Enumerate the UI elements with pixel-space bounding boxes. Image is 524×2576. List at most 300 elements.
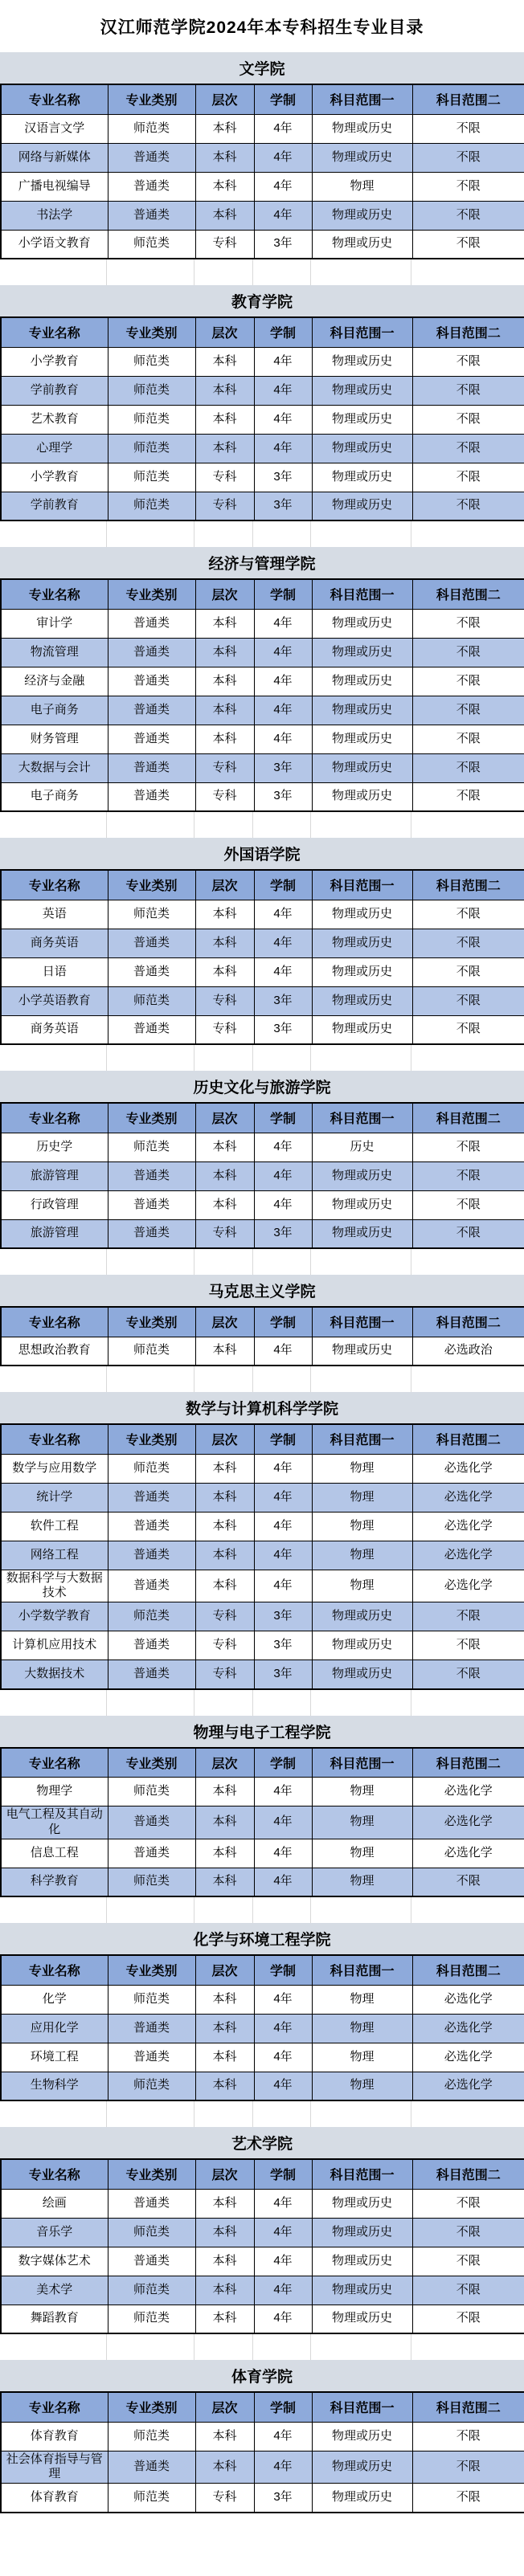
college-band: [0, 1923, 524, 1954]
major-cell: 本科: [195, 114, 254, 143]
major-cell: 4年: [254, 1839, 312, 1868]
major-cell: 4年: [254, 1133, 312, 1161]
major-cell: 专科: [195, 1660, 254, 1689]
column-header: 科目范围一: [312, 84, 412, 114]
major-cell: 4年: [254, 1337, 312, 1366]
spacer-cell: [107, 521, 194, 547]
major-cell: 4年: [254, 2072, 312, 2100]
major-cell: 专科: [195, 2484, 254, 2513]
major-cell: 小学语文教育: [1, 230, 108, 259]
major-cell: 3年: [254, 782, 312, 811]
major-cell: 4年: [254, 2451, 312, 2484]
college-name: 物理与电子工程学院: [193, 1724, 331, 1741]
table-body: [1, 900, 524, 1044]
major-cell: 4年: [254, 725, 312, 753]
major-cell: 必选化学: [412, 2072, 524, 2100]
major-cell: 不限: [412, 753, 524, 782]
spacer-cell: [0, 2101, 107, 2127]
major-cell: 音乐学: [1, 2218, 108, 2247]
major-cell: 普通类: [108, 1541, 195, 1570]
major-cell: 本科: [195, 2189, 254, 2218]
spacer-cell: [253, 259, 311, 285]
column-header: 学制: [254, 579, 312, 609]
major-cell: 本科: [195, 957, 254, 986]
major-row: [1, 2451, 524, 2484]
major-cell: 经济与金融: [1, 667, 108, 696]
major-cell: 普通类: [108, 696, 195, 725]
major-cell: 物理或历史: [312, 957, 412, 986]
major-cell: 不限: [412, 230, 524, 259]
major-cell: 不限: [412, 1868, 524, 1896]
column-header: 专业类别: [108, 84, 195, 114]
spacer-cell: [194, 521, 253, 547]
major-cell: 4年: [254, 405, 312, 434]
major-cell: 本科: [195, 2276, 254, 2305]
major-cell: 物理或历史: [312, 201, 412, 230]
major-cell: 不限: [412, 667, 524, 696]
major-cell: 4年: [254, 1161, 312, 1190]
major-cell: 物理或历史: [312, 376, 412, 405]
major-cell: 3年: [254, 1660, 312, 1689]
major-row: [1, 1483, 524, 1512]
major-cell: 3年: [254, 2484, 312, 2513]
major-cell: 普通类: [108, 725, 195, 753]
major-cell: 物理或历史: [312, 2484, 412, 2513]
column-header: 科目范围一: [312, 870, 412, 900]
college-band: [0, 2360, 524, 2391]
major-cell: 不限: [412, 1015, 524, 1044]
major-cell: 4年: [254, 347, 312, 376]
major-cell: 电子商务: [1, 696, 108, 725]
column-header: 专业类别: [108, 870, 195, 900]
major-cell: 旅游管理: [1, 1161, 108, 1190]
major-cell: 不限: [412, 638, 524, 667]
major-cell: 师范类: [108, 2276, 195, 2305]
column-header: 学制: [254, 2392, 312, 2422]
major-row: [1, 782, 524, 811]
major-cell: 舞蹈教育: [1, 2305, 108, 2333]
major-row: [1, 2189, 524, 2218]
column-header: 科目范围一: [312, 579, 412, 609]
major-cell: 4年: [254, 1778, 312, 1806]
major-cell: 4年: [254, 957, 312, 986]
header-row: [1, 2159, 524, 2189]
major-cell: 物理或历史: [312, 1602, 412, 1631]
major-row: [1, 1512, 524, 1541]
major-cell: 普通类: [108, 753, 195, 782]
column-header: 科目范围一: [312, 1748, 412, 1778]
major-cell: 3年: [254, 986, 312, 1015]
major-cell: 4年: [254, 1570, 312, 1602]
major-row: [1, 2247, 524, 2276]
major-cell: 必选化学: [412, 1778, 524, 1806]
column-header: 科目范围二: [412, 2159, 524, 2189]
spacer-cell: [311, 521, 411, 547]
major-cell: 本科: [195, 434, 254, 463]
section-spacer: [0, 2334, 524, 2360]
major-cell: 物理: [312, 2072, 412, 2100]
college-section: [0, 285, 524, 547]
college-name: 经济与管理学院: [208, 556, 316, 573]
major-cell: 不限: [412, 201, 524, 230]
major-cell: 不限: [412, 463, 524, 492]
column-header: 层次: [195, 870, 254, 900]
major-row: [1, 201, 524, 230]
spacer-cell: [194, 1366, 253, 1392]
major-cell: 普通类: [108, 609, 195, 638]
major-cell: 普通类: [108, 782, 195, 811]
spacer-cell: [311, 2101, 411, 2127]
column-header: 学制: [254, 84, 312, 114]
major-cell: 普通类: [108, 1483, 195, 1512]
major-row: [1, 1219, 524, 1248]
column-header: 专业类别: [108, 317, 195, 347]
major-cell: 物理: [312, 1570, 412, 1602]
spacer-cell: [0, 259, 107, 285]
header-row: [1, 2392, 524, 2422]
column-header: 学制: [254, 1424, 312, 1454]
major-cell: 4年: [254, 1541, 312, 1570]
major-cell: 本科: [195, 405, 254, 434]
major-cell: 普通类: [108, 2451, 195, 2484]
spacer-cell: [194, 1690, 253, 1716]
major-cell: 师范类: [108, 1778, 195, 1806]
major-cell: 不限: [412, 696, 524, 725]
major-cell: 数字媒体艺术: [1, 2247, 108, 2276]
major-row: [1, 1454, 524, 1483]
major-cell: 汉语言文学: [1, 114, 108, 143]
major-cell: 物理或历史: [312, 725, 412, 753]
column-header: 专业名称: [1, 2159, 108, 2189]
major-cell: 专科: [195, 1015, 254, 1044]
spacer-cell: [253, 2101, 311, 2127]
major-cell: 物理或历史: [312, 1219, 412, 1248]
column-header: 科目范围二: [412, 2392, 524, 2422]
spacer-cell: [253, 1366, 311, 1392]
page-title: 汉江师范学院2024年本专科招生专业目录: [0, 0, 524, 52]
column-header: 专业名称: [1, 1103, 108, 1133]
major-cell: 物理或历史: [312, 2305, 412, 2333]
column-header: 专业名称: [1, 1307, 108, 1337]
major-cell: 物理: [312, 1985, 412, 2014]
major-cell: 本科: [195, 1454, 254, 1483]
college-section: [0, 2127, 524, 2360]
major-cell: 英语: [1, 900, 108, 929]
spacer-cell: [107, 812, 194, 838]
major-cell: 普通类: [108, 1161, 195, 1190]
major-cell: 4年: [254, 1806, 312, 1839]
college-band: [0, 285, 524, 316]
spacer-cell: [107, 2101, 194, 2127]
major-cell: 生物科学: [1, 2072, 108, 2100]
spacer-cell: [411, 1249, 524, 1275]
spacer-cell: [411, 259, 524, 285]
major-cell: 普通类: [108, 143, 195, 172]
major-cell: 物理或历史: [312, 1015, 412, 1044]
major-cell: 物理或历史: [312, 492, 412, 521]
major-cell: 不限: [412, 2305, 524, 2333]
major-cell: 物理或历史: [312, 434, 412, 463]
major-cell: 物理或历史: [312, 2218, 412, 2247]
major-cell: 本科: [195, 2072, 254, 2100]
major-row: [1, 1133, 524, 1161]
major-cell: 电子商务: [1, 782, 108, 811]
college-name: 马克思主义学院: [208, 1284, 316, 1300]
major-row: [1, 172, 524, 201]
major-row: [1, 1541, 524, 1570]
major-cell: 不限: [412, 2189, 524, 2218]
column-header: 专业类别: [108, 1424, 195, 1454]
major-cell: 商务英语: [1, 1015, 108, 1044]
major-row: [1, 1015, 524, 1044]
majors-table: [0, 1102, 524, 1249]
major-cell: 思想政治教育: [1, 1337, 108, 1366]
major-cell: 软件工程: [1, 1512, 108, 1541]
column-header: 科目范围二: [412, 1748, 524, 1778]
major-cell: 4年: [254, 201, 312, 230]
major-cell: 网络与新媒体: [1, 143, 108, 172]
spacer-cell: [411, 1897, 524, 1923]
major-cell: 物理: [312, 1512, 412, 1541]
major-cell: 普通类: [108, 929, 195, 957]
major-row: [1, 347, 524, 376]
column-header: 层次: [195, 1748, 254, 1778]
major-cell: 师范类: [108, 986, 195, 1015]
major-cell: 3年: [254, 1015, 312, 1044]
college-name: 数学与计算机科学学院: [185, 1401, 338, 1418]
major-cell: 本科: [195, 2043, 254, 2072]
major-cell: 本科: [195, 1806, 254, 1839]
major-cell: 4年: [254, 1512, 312, 1541]
major-cell: 物理或历史: [312, 463, 412, 492]
college-band: [0, 1275, 524, 1306]
major-cell: 4年: [254, 696, 312, 725]
major-cell: 3年: [254, 1602, 312, 1631]
column-header: 专业名称: [1, 2392, 108, 2422]
college-band: [0, 1716, 524, 1747]
major-cell: 必选化学: [412, 1454, 524, 1483]
college-band: [0, 2127, 524, 2158]
column-header: 专业名称: [1, 1424, 108, 1454]
major-cell: 师范类: [108, 1602, 195, 1631]
column-header: 科目范围一: [312, 1424, 412, 1454]
column-header: 科目范围二: [412, 1955, 524, 1985]
spacer-cell: [194, 2334, 253, 2360]
major-cell: 物理或历史: [312, 1660, 412, 1689]
major-cell: 师范类: [108, 2484, 195, 2513]
major-cell: 必选化学: [412, 1985, 524, 2014]
major-cell: 本科: [195, 347, 254, 376]
major-cell: 广播电视编导: [1, 172, 108, 201]
major-cell: 必选化学: [412, 1806, 524, 1839]
spacer-cell: [311, 812, 411, 838]
major-cell: 不限: [412, 1631, 524, 1660]
major-cell: 本科: [195, 667, 254, 696]
major-cell: 物理或历史: [312, 114, 412, 143]
college-section: [0, 1716, 524, 1924]
table-body: [1, 2422, 524, 2513]
major-cell: 大数据技术: [1, 1660, 108, 1689]
major-cell: 4年: [254, 1985, 312, 2014]
major-cell: 不限: [412, 2276, 524, 2305]
major-cell: 物理或历史: [312, 2247, 412, 2276]
major-cell: 普通类: [108, 1015, 195, 1044]
major-cell: 本科: [195, 201, 254, 230]
major-cell: 物流管理: [1, 638, 108, 667]
major-cell: 专科: [195, 753, 254, 782]
spacer-cell: [194, 812, 253, 838]
major-cell: 不限: [412, 434, 524, 463]
major-cell: 数据科学与大数据技术: [1, 1570, 108, 1602]
major-cell: 4年: [254, 2189, 312, 2218]
header-row: [1, 1748, 524, 1778]
table-body: [1, 1454, 524, 1689]
column-header: 层次: [195, 84, 254, 114]
major-cell: 书法学: [1, 201, 108, 230]
major-cell: 艺术教育: [1, 405, 108, 434]
major-row: [1, 434, 524, 463]
column-header: 科目范围二: [412, 870, 524, 900]
spacer-cell: [0, 1045, 107, 1071]
major-row: [1, 2422, 524, 2451]
table-body: [1, 2189, 524, 2333]
major-cell: 普通类: [108, 1512, 195, 1541]
major-cell: 不限: [412, 114, 524, 143]
major-cell: 物理或历史: [312, 143, 412, 172]
college-section: [0, 838, 524, 1071]
major-cell: 物理: [312, 1483, 412, 1512]
major-cell: 不限: [412, 900, 524, 929]
major-cell: 物理或历史: [312, 929, 412, 957]
college-band: [0, 1071, 524, 1102]
column-header: 专业名称: [1, 1955, 108, 1985]
spacer-cell: [107, 1249, 194, 1275]
major-cell: 不限: [412, 1660, 524, 1689]
college-section: [0, 1923, 524, 2127]
major-cell: 本科: [195, 2451, 254, 2484]
major-cell: 小学英语教育: [1, 986, 108, 1015]
major-cell: 科学教育: [1, 1868, 108, 1896]
spacer-cell: [253, 1045, 311, 1071]
header-row: [1, 870, 524, 900]
major-row: [1, 1602, 524, 1631]
major-cell: 物理: [312, 1541, 412, 1570]
column-header: 专业类别: [108, 1955, 195, 1985]
spacer-cell: [194, 259, 253, 285]
header-row: [1, 84, 524, 114]
spacer-cell: [194, 1045, 253, 1071]
section-spacer: [0, 1690, 524, 1716]
major-row: [1, 492, 524, 521]
college-section: [0, 1275, 524, 1392]
major-cell: 师范类: [108, 347, 195, 376]
major-cell: 必选化学: [412, 1483, 524, 1512]
column-header: 层次: [195, 1103, 254, 1133]
college-section: [0, 52, 524, 285]
major-cell: 不限: [412, 2422, 524, 2451]
section-spacer: [0, 1897, 524, 1923]
spacer-cell: [311, 1690, 411, 1716]
major-row: [1, 1868, 524, 1896]
major-cell: 专科: [195, 463, 254, 492]
column-header: 学制: [254, 870, 312, 900]
section-spacer: [0, 259, 524, 285]
spacer-cell: [107, 1366, 194, 1392]
major-cell: 本科: [195, 696, 254, 725]
major-cell: 不限: [412, 782, 524, 811]
major-cell: 必选化学: [412, 1512, 524, 1541]
spacer-cell: [411, 521, 524, 547]
major-cell: 本科: [195, 1190, 254, 1219]
major-cell: 不限: [412, 1219, 524, 1248]
major-cell: 物理或历史: [312, 1161, 412, 1190]
spacer-cell: [411, 1690, 524, 1716]
major-row: [1, 725, 524, 753]
major-row: [1, 1631, 524, 1660]
major-row: [1, 900, 524, 929]
major-cell: 普通类: [108, 1631, 195, 1660]
major-cell: 环境工程: [1, 2043, 108, 2072]
major-row: [1, 1337, 524, 1366]
section-spacer: [0, 1249, 524, 1275]
major-cell: 本科: [195, 638, 254, 667]
major-cell: 物理或历史: [312, 405, 412, 434]
majors-table: [0, 316, 524, 521]
major-cell: 普通类: [108, 1839, 195, 1868]
major-cell: 不限: [412, 2218, 524, 2247]
major-cell: 应用化学: [1, 2014, 108, 2043]
major-cell: 4年: [254, 2276, 312, 2305]
major-cell: 不限: [412, 2451, 524, 2484]
major-cell: 不限: [412, 929, 524, 957]
column-header: 科目范围二: [412, 1307, 524, 1337]
header-row: [1, 1424, 524, 1454]
major-cell: 普通类: [108, 667, 195, 696]
major-cell: 普通类: [108, 1219, 195, 1248]
spacer-cell: [253, 1690, 311, 1716]
column-header: 层次: [195, 1307, 254, 1337]
major-cell: 本科: [195, 2305, 254, 2333]
major-cell: 4年: [254, 1454, 312, 1483]
major-cell: 4年: [254, 638, 312, 667]
major-row: [1, 638, 524, 667]
spacer-cell: [253, 812, 311, 838]
majors-table: [0, 2158, 524, 2334]
major-row: [1, 1660, 524, 1689]
section-spacer: [0, 1366, 524, 1392]
major-cell: 物理学: [1, 1778, 108, 1806]
major-cell: 物理: [312, 2043, 412, 2072]
column-header: 专业类别: [108, 1307, 195, 1337]
major-cell: 不限: [412, 2484, 524, 2513]
spacer-cell: [311, 259, 411, 285]
major-cell: 专科: [195, 1602, 254, 1631]
major-cell: 师范类: [108, 114, 195, 143]
major-cell: 不限: [412, 143, 524, 172]
header-row: [1, 1103, 524, 1133]
major-row: [1, 2276, 524, 2305]
major-cell: 信息工程: [1, 1839, 108, 1868]
major-row: [1, 2014, 524, 2043]
section-spacer: [0, 2101, 524, 2127]
college-band: [0, 1392, 524, 1423]
spacer-cell: [253, 1249, 311, 1275]
major-cell: 本科: [195, 1337, 254, 1366]
major-cell: 不限: [412, 172, 524, 201]
column-header: 专业名称: [1, 317, 108, 347]
major-cell: 普通类: [108, 1190, 195, 1219]
major-row: [1, 667, 524, 696]
